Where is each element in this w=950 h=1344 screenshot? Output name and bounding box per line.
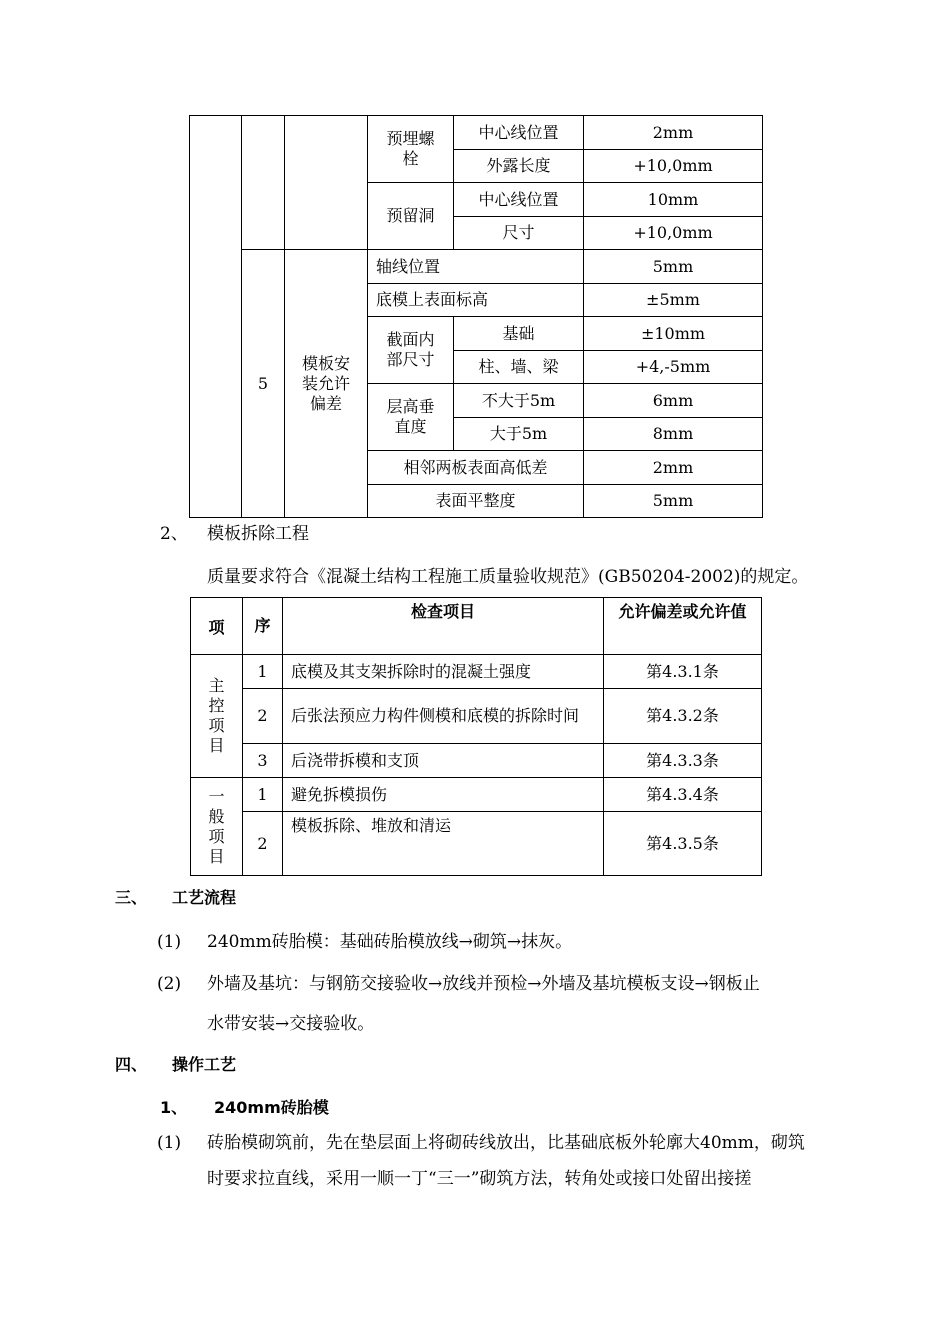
table-cell-value: 2mm bbox=[584, 451, 763, 485]
paragraph-line: 砖胎模砌筑前，先在垫层面上将砌砖线放出，比基础底板外轮廓大40mm，砌筑 bbox=[207, 1133, 805, 1153]
table-cell-item: 不大于5m bbox=[454, 384, 584, 418]
subsection-number: 1、 bbox=[160, 1098, 188, 1117]
table-cell-value: +10,0mm bbox=[584, 217, 763, 250]
table-cell-value: 5mm bbox=[584, 250, 763, 284]
list-item-text-continued: 水带安装→交接验收。 bbox=[207, 1014, 375, 1034]
value-cell: 第4.3.1条 bbox=[604, 655, 762, 689]
table-cell-item: 基础 bbox=[454, 317, 584, 351]
table-cell-value: ±10mm bbox=[584, 317, 763, 351]
header-cell: 序 bbox=[243, 598, 283, 655]
table-cell-item: 底模上表面标高 bbox=[368, 284, 584, 317]
section-heading: 工艺流程 bbox=[172, 888, 237, 907]
table-cell-value: +10,0mm bbox=[584, 150, 763, 183]
item-cell: 避免拆模损伤 bbox=[283, 778, 604, 812]
table-cell-blank bbox=[190, 116, 242, 518]
table-cell-group: 预埋螺栓 bbox=[368, 116, 454, 183]
section-heading: 模板拆除工程 bbox=[207, 524, 309, 544]
subsection-heading: 240mm砖胎模 bbox=[214, 1098, 329, 1117]
item-cell: 后浇带拆模和支顶 bbox=[283, 744, 604, 778]
section-number: 三、 bbox=[115, 888, 148, 907]
item-cell: 模板拆除、堆放和清运 bbox=[283, 812, 604, 876]
table-cell-value: 10mm bbox=[584, 183, 763, 217]
value-cell: 第4.3.2条 bbox=[604, 689, 762, 744]
section-heading: 操作工艺 bbox=[172, 1055, 237, 1074]
table-cell-item: 大于5m bbox=[454, 418, 584, 451]
seq-cell: 1 bbox=[243, 778, 283, 812]
table-cell-group: 预留洞 bbox=[368, 183, 454, 250]
header-cell: 允许偏差或允许值 bbox=[604, 598, 762, 655]
group-cell: 主控项目 bbox=[191, 655, 243, 778]
group-cell: 一般项目 bbox=[191, 778, 243, 876]
table-cell-category: 模板安装允许偏差 bbox=[285, 250, 368, 518]
table-cell-item: 轴线位置 bbox=[368, 250, 584, 284]
table-cell-group: 层高垂直度 bbox=[368, 384, 454, 451]
value-cell: 第4.3.3条 bbox=[604, 744, 762, 778]
paragraph-line: 时要求拉直线，采用一顺一丁“三一”砌筑方法，转角处或接口处留出接搓 bbox=[207, 1169, 752, 1189]
seq-cell: 2 bbox=[243, 812, 283, 876]
table-cell-item: 表面平整度 bbox=[368, 485, 584, 518]
tolerance-table bbox=[189, 115, 763, 518]
value-cell: 第4.3.5条 bbox=[604, 812, 762, 876]
list-number: (2) bbox=[157, 974, 182, 994]
list-number: (1) bbox=[157, 932, 182, 952]
table-cell-value: 5mm bbox=[584, 485, 763, 518]
table-cell-blank bbox=[285, 116, 368, 250]
quality-requirement-text: 质量要求符合《混凝土结构工程施工质量验收规范》(GB50204-2002)的规定。 bbox=[207, 567, 809, 587]
table-cell-value: ±5mm bbox=[584, 284, 763, 317]
table-cell-value: 2mm bbox=[584, 116, 763, 150]
table-cell-value: 6mm bbox=[584, 384, 763, 418]
removal-inspection-table bbox=[190, 597, 762, 876]
seq-cell: 1 bbox=[243, 655, 283, 689]
table-cell-value: 8mm bbox=[584, 418, 763, 451]
table-cell-value: +4,-5mm bbox=[584, 351, 763, 384]
table-cell-item: 中心线位置 bbox=[454, 116, 584, 150]
table-cell-item: 中心线位置 bbox=[454, 183, 584, 217]
header-cell: 检查项目 bbox=[283, 598, 604, 655]
table-cell-group: 截面内部尺寸 bbox=[368, 317, 454, 384]
list-item-text: 外墙及基坑：与钢筋交接验收→放线并预检→外墙及基坑模板支设→钢板止 bbox=[207, 974, 760, 994]
value-cell: 第4.3.4条 bbox=[604, 778, 762, 812]
section-number: 2、 bbox=[160, 524, 188, 544]
table-cell-item: 尺寸 bbox=[454, 217, 584, 250]
item-cell: 底模及其支架拆除时的混凝土强度 bbox=[283, 655, 604, 689]
table-cell-seq: 5 bbox=[242, 250, 285, 518]
list-item-text: 240mm砖胎模：基础砖胎模放线→砌筑→抹灰。 bbox=[207, 932, 573, 952]
seq-cell: 2 bbox=[243, 689, 283, 744]
table-cell-item: 相邻两板表面高低差 bbox=[368, 451, 584, 485]
item-cell: 后张法预应力构件侧模和底模的拆除时间 bbox=[283, 689, 604, 744]
seq-cell: 3 bbox=[243, 744, 283, 778]
table-cell-blank bbox=[242, 116, 285, 250]
table-cell-item: 柱、墙、梁 bbox=[454, 351, 584, 384]
header-cell: 项 bbox=[191, 598, 243, 655]
table-cell-item: 外露长度 bbox=[454, 150, 584, 183]
section-number: 四、 bbox=[115, 1055, 148, 1074]
list-number: (1) bbox=[157, 1133, 182, 1153]
